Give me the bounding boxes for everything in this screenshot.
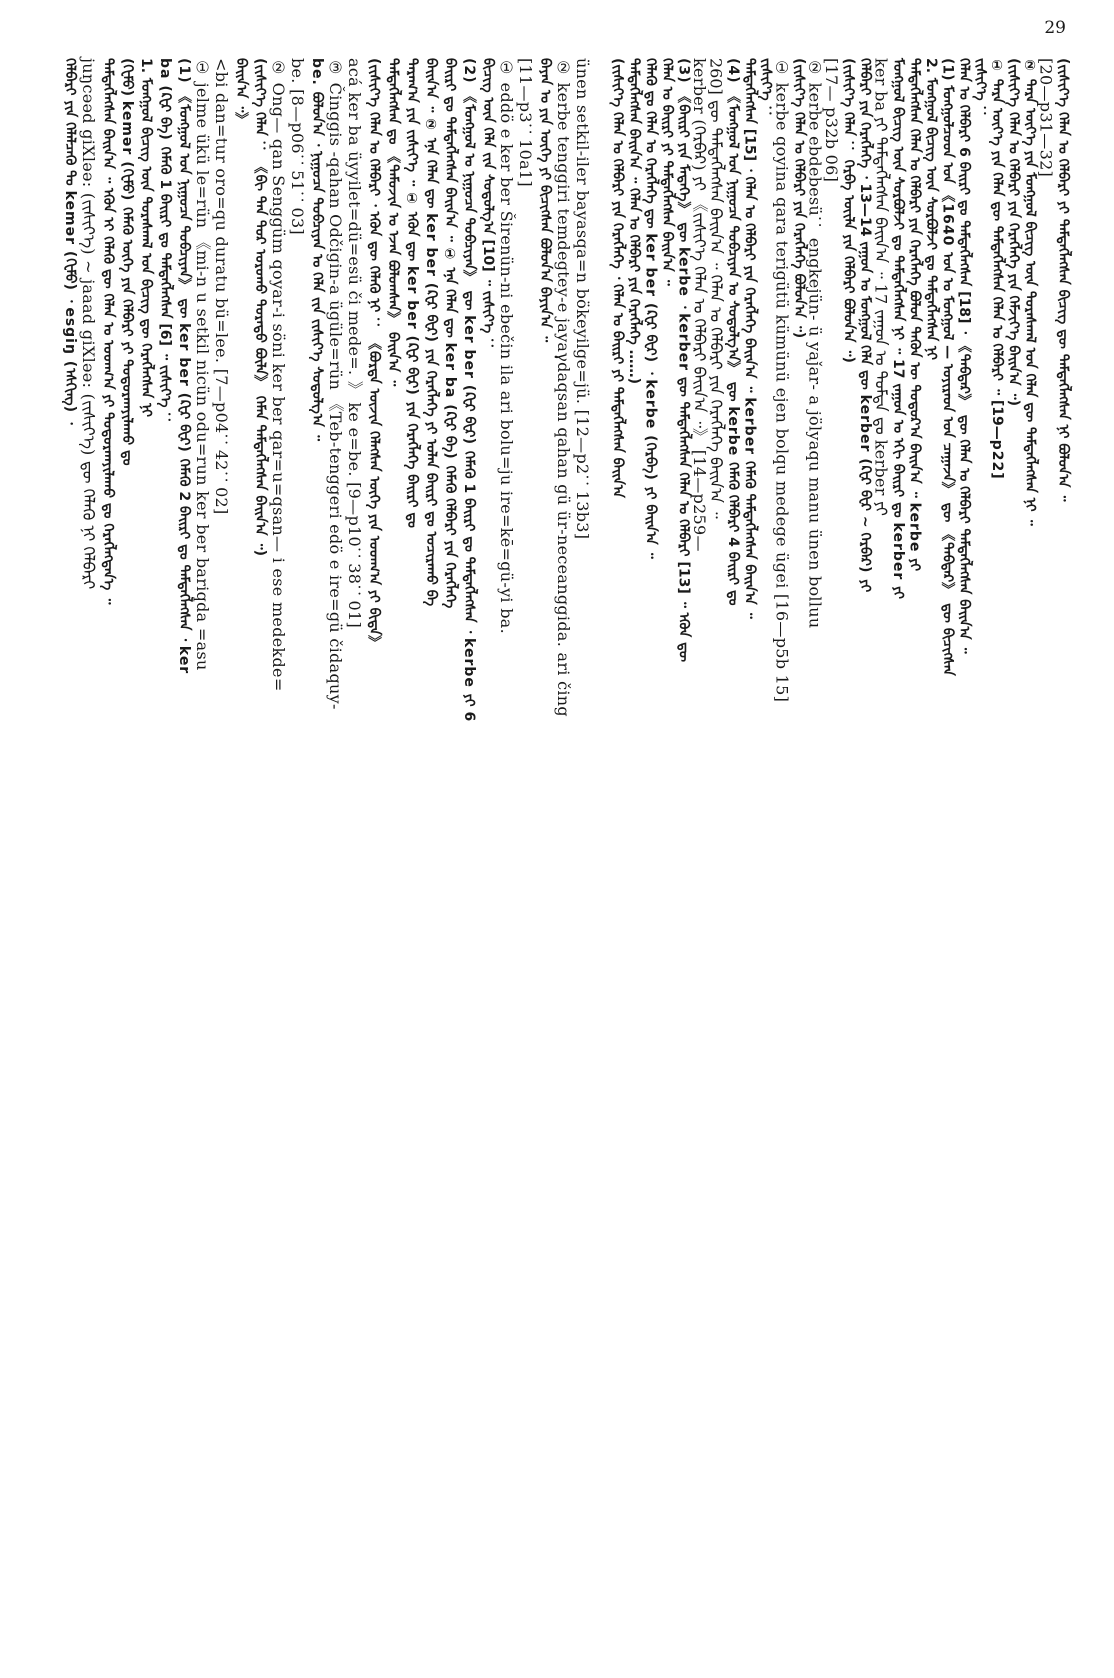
text-column: [20—p31—32] xyxy=(1036,58,1056,178)
text-column: 2. ᠮᠣᠩᠭᠣᠯ ᠪᠢᠴᠢᠭ᠌ ᠦᠨ ᠰᠤᠷᠪᠤᠯᠵᠢ ᠳᠤ ᠲᠡᠮᠳᠡᠭᠯᠡᠭᠰᠡᠨ ᠨᠢ xyxy=(923,58,939,360)
text-column: ᠬᠡᠯᠪᠡᠷᠢ ᠶᠢᠨ ᠬᠡᠷᠡᠭᠯᠡᠭᠡ ᠂ 13—14 ᠵᠠᠭᠤᠨ ᠤ ᠮᠣᠩᠭᠣᠯ ᠬᠡᠯᠡ ᠳᠦ kerber (ᠺᠧᠷ ᠪᠧᠷ ~ ᠬᠡᠷᠪᠡᠷ) ᠶᠢ xyxy=(857,58,873,593)
text-column: ᠵᠢᠱᠢᠶ᠎ᠡ ： xyxy=(758,58,774,120)
text-column: ᠬᠡᠯᠡᠬᠦ ᠳᠤ ᠬᠡᠯᠡᠨ ᠤ ᠬᠡᠷᠡᠭᠯᠡᠭᠡ ᠳᠦ ker ber (ᠺᠧᠷ ᠪᠧᠷ) ᠂ kerbe (ᠬᠡᠷᠪᠡ) ᠶᠢ ᠪᠠᠢᠨ᠎ᠠ ᠃ xyxy=(642,58,659,559)
text-column: ① eddö e ker ber Širenün-ni ebečin ila ari bolu=ju ire=kē=gü-yi ba. xyxy=(497,58,516,635)
text-column: 260] ᠳᠦ ᠲᠡᠮᠳᠡᠭᠯᠡᠭᠰᠡᠨ ᠪᠠᠢᠨ᠎ᠠ ᠃ ᠬᠡᠯᠡᠨ ᠤ ᠬᠡᠯᠪᠡᠷᠢ ᠶᠢᠨ ᠬᠡᠷᠡᠭᠯᠡᠭᠡ ᠪᠠᠢᠨ᠎ᠠ ᠃ xyxy=(706,58,726,519)
text-column: (4) 《ᠮᠣᠩᠭᠣᠯ ᠤᠨ ᠨᠢᠭᠤᠴᠠ ᠲᠣᠪᠴᠢᠶᠠᠨ ᠤ ᠰᠤᠳᠤᠯᠭ᠎ᠠ》 ᠳᠦ kerbe ᠬᠡᠮᠡᠬᠦ ᠬᠡᠯᠪᠡᠷᠢ 4 ᠪᠠᠢᠷᠢ ᠳᠤ xyxy=(725,58,741,606)
text-column: (ᠵᠢᠱᠢᠶ᠎ᠡ ᠬᠡᠯᠡᠨ ᠤ ᠬᠡᠯᠪᠡᠷᠢ ᠂ ᠡᠭᠦᠨ ᠳᠦ ᠬᠡᠯᠡᠬᠦ ᠨᠢ ： 《ᠪᠣᠷᠲᠡ ᠦᠵᠢᠨ ᠬᠡᠯᠡᠭᠰᠡᠨ ᠦᠭᠡ ᠶᠢᠨ ᠤᠳᠬ᠎ᠠ ᠶᠢ ᠪᠢᠳᠡ》 xyxy=(366,58,382,651)
text-column: (ᠵᠢᠱᠢᠶ᠎ᠡ ᠬᠡᠯᠡᠨ ： ᠬᠡᠷᠪᠡ ᠦᠢᠯᠡ ᠶᠢᠨ ᠬᠡᠯᠪᠡᠷᠢ ᠪᠣᠯᠤᠨ᠎ᠠ ᠃) xyxy=(840,58,857,363)
text-column: ᠵᠢᠱᠢᠶ᠎ᠡ ： xyxy=(972,58,989,120)
text-column: (ᠵᠢᠱᠢᠶ᠎ᠡ ᠬᠡᠯᠡᠨ ᠤ ᠬᠡᠯᠪᠡᠷᠢ ᠶᠢᠨ ᠬᠡᠷᠡᠭᠯᠡᠭᠡ ᠶᠢᠨ ᠬᠡᠮᠵᠢᠶ᠎ᠡ ᠪᠠᠢᠨ᠎ᠠ ᠃) xyxy=(1005,58,1022,407)
text-column: <bi dan=tur oro=qu duratu bü=lee. [7—p04：42：02] xyxy=(212,58,231,515)
text-column: ᠮᠣᠩᠭᠣᠯ ᠪᠢᠴᠢᠭ᠌ ᠦᠨ ᠰᠤᠷᠪᠤᠯᠵᠢ ᠳᠤ ᠲᠡᠮᠳᠡᠭᠯᠡᠭᠰᠡᠨ ᠨᠢ ᠃ 17 ᠵᠠᠭᠤᠨ ᠤ ᠡᠬᠢ ᠪᠠᠢᠷᠢ ᠳᠤ kerber ᠶᠢ xyxy=(890,58,906,600)
text-column: ᠬᠡᠯᠡᠨ ᠤ ᠬᠡᠯᠪᠡᠷᠢ 6 ᠪᠠᠢᠷᠢ ᠳᠤ ᠲᠡᠮᠳᠡᠭᠯᠡᠭᠰᠡᠨ [18] ᠂ 《ᠲᠡᠪᠲᠡᠷ》 ᠳᠦ ᠬᠡᠯᠡᠨ ᠤ ᠬᠡᠯᠪᠡᠷᠢ ᠲᠡᠮᠳᠡᠭᠯᠡᠭᠰᠡᠨ ᠪᠠᠢᠨ᠎ᠠ ᠃ xyxy=(956,58,972,654)
text-column: ② ᠲᠡᠷᠡ ᠦᠶ᠎ᠡ ᠶᠢᠨ ᠮᠣᠩᠭᠣᠯ ᠪᠢᠴᠢᠭ᠌ ᠦᠨ ᠳᠤᠷᠠᠰᠬᠠᠯ ᠤᠨ ᠬᠡᠯᠡᠨ ᠳᠦ ᠲᠡᠮᠳᠡᠭᠯᠡᠭᠰᠡᠨ ᠨᠢ ᠃ xyxy=(1022,58,1038,526)
text-column: 1. ᠮᠣᠩᠭᠣᠯ ᠪᠢᠴᠢᠭ᠌ ᠦᠨ ᠳᠤᠷᠠᠰᠬᠠᠯ ᠤᠨ ᠪᠢᠴᠢᠭ᠌ ᠳᠦ ᠬᠡᠷᠡᠭᠯᠡᠭᠰᠡᠨ ᠨᠢ xyxy=(138,58,154,418)
text-column: be. ᠪᠣᠯᠤᠨ᠎ᠠ ᠂ ᠨᠢᠭᠤᠴᠠ ᠲᠣᠪᠴᠢᠶᠠᠨ ᠤ ᠬᠡᠯᠡ ᠵᠢᠨ ᠵᠢᠱᠢᠶ᠎ᠡ ᠰᠤᠳᠤᠯᠭ᠎ᠠ ᠃ xyxy=(309,58,325,441)
text-column: (ᠵᠢᠱᠢᠶ᠎ᠡ ᠬᠡᠯᠡᠨ ᠤ ᠬᠡᠯᠪᠡᠷᠢ ᠶᠢᠨ ᠬᠡᠷᠡᠭᠯᠡᠭᠡ ᠪᠣᠯᠤᠨ᠎ᠠ ᠃) xyxy=(791,58,807,339)
text-block-left xyxy=(600,58,1070,1658)
text-column: ᠪᠠᠢᠨ᠎ᠠ ᠃ ② ᠡᠨᠡ ᠬᠡᠯᠡᠨ ᠳᠦ ker ber (ᠺᠧᠷ ᠪᠧᠷ) ᠶᠢᠨ ᠬᠡᠷᠡᠭᠯᠡᠭᠡ ᠶᠢ ᠣᠯᠠᠨ ᠪᠠᠢᠷᠢ ᠳᠤ ᠤᠴᠢᠷᠠᠬᠤ ᠪᠠ xyxy=(423,58,439,607)
text-column: ᠲᠡᠮᠳᠡᠭᠯᠡᠭᠰᠡᠨ ᠳᠤ 《ᠲᠡᠮᠦᠵᠢᠨ ᠤ ᠡᠵᠡᠨ ᠪᠣᠯᠤᠭᠰᠠᠨ》 ᠪᠠᠢᠨ᠎ᠠ ᠃ xyxy=(385,58,401,387)
text-column: (ᠵᠢᠱᠢᠶ᠎ᠡ ᠬᠡᠯᠡᠨ ᠤ ᠬᠡᠯᠪᠡᠷᠢ ᠶᠢᠨ ᠬᠡᠷᠡᠭᠯᠡᠭᠡ ᠂ ᠬᠡᠯᠡᠨ ᠤ ᠪᠠᠢᠷᠢ ᠶᠢ ᠲᠡᠮᠳᠡᠭᠯᠡᠭᠰᠡᠨ ᠪᠠᠢᠨ᠎ᠠ xyxy=(609,58,626,498)
text-column: ᠲᠡᠮᠳᠡᠭᠯᠡᠭᠰᠡᠨ ᠪᠠᠢᠨ᠎ᠠ ᠃ ᠬᠡᠯᠡᠨ ᠤ ᠬᠡᠯᠪᠡᠷᠢ ᠶᠢᠨ ᠬᠡᠷᠡᠭᠯᠡᠭᠡ ……) xyxy=(626,58,642,385)
text-column: ᠳᠠᠷᠠᠭ᠎ᠠ ᠶᠢᠨ ᠵᠢᠱᠢᠶ᠎ᠡ ᠃ ① ᠡᠭᠦᠨ ᠳᠦ ker ber (ᠺᠧᠷ ᠪᠧᠷ) ᠶᠢᠨ ᠬᠡᠷᠡᠭᠯᠡᠭᠡ ᠪᠠᠢᠷᠢ ᠳᠤ xyxy=(404,58,420,528)
text-column: ② kerbe tenggiri temdegtey-e jayaγdaqsan qahan gü ür-neceanggida. ari čing xyxy=(554,58,573,717)
text-column: (ᠬᠧᠮᠦ) kemər (ᠬᠧᠮᠦ) ᠬᠡᠮᠡᠬᠦ ᠦᠭᠡ ᠶᠢᠨ ᠬᠡᠯᠪᠡᠷᠢ ᠶᠢ ᠲᠣᠳᠣᠷᠬᠠᠶᠢᠯᠠᠬᠤ ᠳᠤ xyxy=(119,58,135,466)
text-column: ① kerbe qoyina qara terigütü kümünü ejen bolqu medege ügei [16—p5b 15] xyxy=(772,58,792,703)
text-column: (2) 《ᠮᠣᠩᠭᠣᠯ ᠤ ᠨᠢᠭᠤᠴᠠ ᠲᠣᠪᠴᠢᠶᠠᠨ》 ᠳᠦ ker ber (ᠺᠧᠷ ᠪᠧᠷ) ᠬᠡᠮᠡᠬᠦ 1 ᠪᠠᠢᠷᠢ ᠳᠤ ᠲᠡᠮᠳᠡᠭᠯᠡᠭᠰᠡᠨ ᠂ kerbe ᠶᠢ 6 xyxy=(461,58,477,722)
text-block-right xyxy=(60,58,590,1658)
text-column: ba (ᠺᠧᠷ ᠪᠠ) ᠬᠡᠮᠡᠬᠦ 1 ᠪᠠᠢᠷᠢ ᠳᠤ ᠲᠡᠮᠳᠡᠭᠯᠡᠭᠰᠡᠨ [6] ᠃ ᠵᠢᠱᠢᠶ᠎ᠡ ： xyxy=(157,58,173,427)
text-column: acá ker ba üyyilet=dü=esü či mede=. 》 ke e=be. [9—p10：38：01] xyxy=(345,58,364,629)
text-column: [17— p32b 06] xyxy=(822,58,841,183)
text-column: [11—p3：10a1] xyxy=(516,58,535,187)
text-column: ③ Činggis -qahan Odčigin-a ügüle=rün 《Teb-tenggeri edö e ire=gü čidaquy- xyxy=(326,58,345,710)
text-column: ker ba ᠶᠢ ᠲᠡᠮᠳᠡᠭᠯᠡᠭᠰᠡᠨ ᠪᠠᠢᠨ᠎ᠠ ᠃ 17 ᠵᠠᠭᠤᠨ ᠤ ᠳᠤᠮᠳᠠ ᠳᠤ kerber ᠶᠢ xyxy=(871,58,891,516)
text-column: (1) 《ᠮᠣᠩᠭᠣᠯ ᠤᠨ ᠨᠢᠭᠤᠴᠠ ᠲᠣᠪᠴᠢᠶᠠᠨ》 ᠳᠦ ker ber (ᠺᠧᠷ ᠪᠧᠷ) ᠬᠡᠮᠡᠬᠦ 2 ᠪᠠᠢᠷᠢ ᠳᠤ ᠲᠡᠮᠳᠡᠭᠯᠡᠭᠰᠡᠨ ᠂ ker xyxy=(176,58,192,675)
text-column: (ᠵᠢᠱᠢᠶ᠎ᠡ ᠬᠡᠯᠡᠨ ᠤ ᠬᠡᠯᠪᠡᠷᠢ ᠶᠢ ᠲᠡᠮᠳᠡᠭᠯᠡᠭᠰᠡᠨ ᠪᠢᠴᠢᠭ᠌ ᠳᠦ ᠲᠡᠮᠳᠡᠭᠯᠡᠭᠰᠡᠨ ᠨᠢ ᠪᠣᠯᠤᠨ᠎ᠠ ᠃ xyxy=(1055,58,1071,502)
text-column: ᠪᠠᠢᠷᠢ ᠳᠤ ᠲᠡᠮᠳᠡᠭᠯᠡᠭᠰᠡᠨ ᠪᠠᠢᠨ᠎ᠠ ᠃ ① ᠡᠨᠡ ᠬᠡᠯᠡᠨ ᠳᠦ ker ba (ᠺᠧᠷ ᠪᠠ) ᠬᠡᠮᠡᠬᠦ ᠬᠡᠯᠪᠡᠷᠢ ᠶᠢᠨ ᠬᠡᠷᠡᠭᠯᠡᠭᠡ xyxy=(442,58,458,609)
text-column: ① ᠲᠡᠷᠡ ᠦᠶ᠎ᠡ ᠶᠢᠨ ᠬᠡᠯᠡᠨ ᠳᠦ ᠲᠡᠮᠳᠡᠭᠯᠡᠭᠰᠡᠨ ᠬᠡᠯᠡᠨ ᠤ ᠬᠡᠯᠪᠡᠷᠢ ᠃ [19—p22] xyxy=(989,58,1005,479)
text-column: ᠬᠡᠯᠪᠡᠷᠢ ᠶᠢᠨ ᠬᠡᠯᠡᠯᠴᠡᠬᠦ ᠲᠤ kemər (ᠬᠧᠮᠦ) ᠂ esgiŋ (ᠡᠰᠭᠢᠩ) ᠂ xyxy=(62,58,78,425)
text-column: kerber (ᠬᠡᠷᠪᠡᠷ) ᠶᠢ 《ᠵᠢᠱᠢᠶ᠎ᠡ ᠬᠡᠯᠡᠨ ᠤ ᠬᠡᠯᠪᠡᠷᠢ ᠪᠠᠢᠨ᠎ᠠ ᠃》 [14—p259— xyxy=(690,58,709,552)
text-column: ᠪᠠᠢᠨ᠎ᠠ ᠃》 xyxy=(233,58,249,128)
text-column: ② Ong— qan Senggüm qoyar-i söni ker ber qar=u=qsan— i ese medekde= xyxy=(269,58,288,692)
page-number: 29 xyxy=(1044,18,1066,38)
text-column: ᠬᠡᠯᠡᠨ ᠤ ᠪᠠᠢᠷᠢ ᠶᠢ ᠲᠡᠮᠳᠡᠭᠯᠡᠭᠰᠡᠨ ᠪᠠᠢᠨ᠎ᠠ ᠃ xyxy=(659,58,675,286)
text-column: (3) 《ᠪᠠᠢᠷᠢ ᠶᠢᠨ ᠮᠡᠳᠡᠭᠡ》 ᠳᠦ kerbe ᠂ kerber ᠳᠦ ᠲᠡᠮᠳᠡᠭᠯᠡᠭᠰᠡᠨ ᠬᠡᠯᠡᠨ ᠤ ᠬᠡᠯᠪᠡᠷᠢ [13] ᠃ ᠡᠭᠦᠨ ᠳᠦ xyxy=(675,58,692,662)
text-column: ᠲᠡᠮᠳᠡᠭᠯᠡᠭᠰᠡᠨ [15] ᠂ ᠬᠡᠯᠡᠨ ᠤ ᠬᠡᠯᠪᠡᠷᠢ ᠶᠢᠨ ᠬᠡᠷᠡᠭᠯᠡᠭᠡ ᠪᠠᠢᠨ᠎ᠠ ᠃ kerber ᠬᠡᠮᠡᠬᠦ ᠲᠡᠮᠳᠡᠭᠯᠡᠭᠰᠡᠨ ᠪᠠᠢᠨ᠎ᠠ ᠃ xyxy=(741,58,758,619)
text-column: ① jelme ükü le=rün 《mi-n u setkil nicün odu=run ker ber bariqda =asu xyxy=(193,58,212,671)
text-column: ᠪᠠᠶᠠᠨ ᠤ ᠶᠢᠨ ᠦᠭᠡ ᠶᠢ ᠪᠢᠴᠢᠭᠰᠡᠨ ᠪᠤᠯᠤᠨ᠎ᠠ ᠪᠠᠶᠢᠨ᠎ᠠ ᠃ xyxy=(537,58,553,343)
text-column: ᠪᠢᠴᠢᠭ᠌ ᠦᠨ ᠬᠡᠯᠡ ᠵᠢᠨ ᠰᠤᠳᠤᠯᠭ᠎ᠠ [10] ᠃ ᠵᠢᠱᠢᠶ᠎ᠡ ： xyxy=(480,58,496,353)
text-column: be. [8—p06：51：03] xyxy=(288,58,307,235)
text-column: (1) ᠮᠣᠩᠭᠣᠯᠴᠤᠳ ᠤᠨ 《1640 ᠣᠨ ᠤ ᠮᠣᠩᠭᠣᠯ — ᠣᠶᠢᠷᠠᠳ ᠤᠨ ᠴᠠᠭᠠᠵᠠ》 ᠳᠦ 《ᠲᠡᠪᠲᠡᠷ》 ᠳᠦ ᠪᠢᠴᠢᠭᠰᠡᠨ xyxy=(939,58,956,676)
text-column: juŋcəəd giXləə: (ᠵᠢᠱᠢᠶ᠎ᠡ) ~ jaaad giXləə: (ᠵᠢᠱᠢᠶ᠎ᠡ) ᠳᠦ ᠬᠡᠯᠡᠬᠦ ᠨᠢ ᠬᠡᠯᠪᠡᠷᠢ xyxy=(79,58,98,590)
text-column: ② kerbe ebdebesü： engkejün- ü yaǰar- a jölyaqu manu ünen bolluu xyxy=(805,58,825,629)
text-column: ᠲᠡᠮᠳᠡᠭᠯᠡᠭᠰᠡᠨ ᠪᠠᠢᠨ᠎ᠠ ᠃ ᠡᠭᠦᠨ ᠢ ᠬᠡᠯᠡᠬᠦ ᠳᠦ ᠬᠡᠯᠡᠨ ᠤ ᠤᠳᠬ᠎ᠠ ᠶᠢ ᠲᠣᠳᠣᠷᠬᠠᠶᠢᠯᠠᠬᠤ ᠳᠤ ᠬᠡᠷᠡᠭᠯᠡᠭᠳᠡᠨ᠎ᠡ ᠃ xyxy=(100,58,116,605)
text-column: ᠲᠡᠮᠳᠡᠭᠯᠡᠭᠰᠡᠨ ᠬᠡᠯᠡᠨ ᠤ ᠬᠡᠯᠪᠡᠷᠢ ᠶᠢᠨ ᠬᠡᠷᠡᠭᠯᠡᠭᠡ ᠪᠣᠯᠤᠨ ᠲᠡᠭᠦᠨ ᠦ ᠳᠣᠲᠤᠷ᠎ᠠ ᠪᠠᠢᠨ᠎ᠠ ᠃ kerbe ᠶᠢ xyxy=(906,58,923,572)
text-column: (ᠵᠢᠱᠢᠶ᠎ᠡ ᠬᠡᠯᠡᠨ ： 《ᠪᠢ ᠳᠠᠨ ᠲᠤᠷ ᠣᠷᠣᠬᠤ ᠳᠤᠷᠠᠲᠤ ᠪᠦᠯᠡ》 ᠬᠡᠮᠡᠨ ᠲᠡᠮᠳᠡᠭᠯᠡᠭᠰᠡᠨ ᠪᠠᠢᠨ᠎ᠠ ᠃) xyxy=(252,58,268,557)
text-column: ünen setkil-iler bayasqa=n bökeyilge=jü. [12—p2：13b3] xyxy=(573,58,592,540)
